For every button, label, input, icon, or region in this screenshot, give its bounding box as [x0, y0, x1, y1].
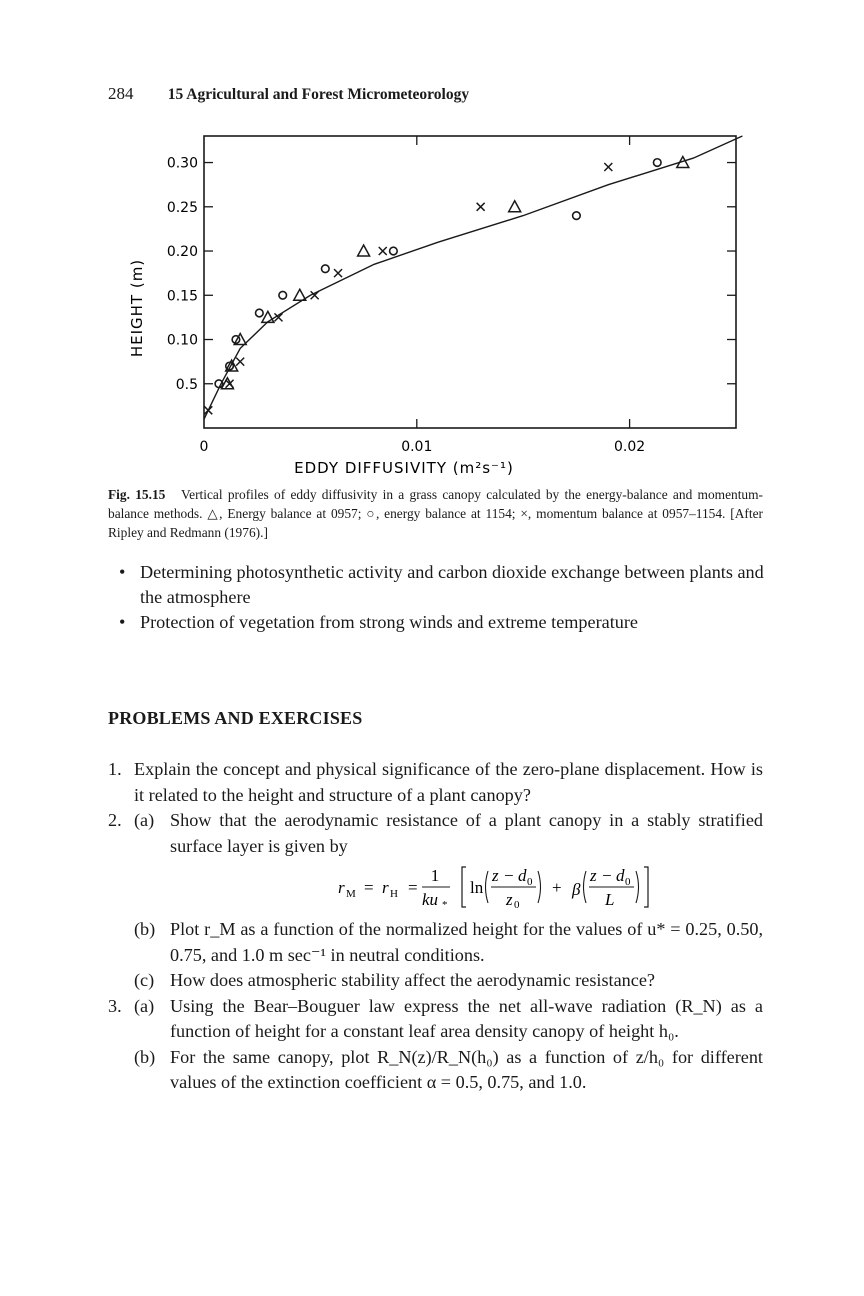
svg-text:1: 1 [430, 866, 440, 885]
svg-text:β: β [572, 880, 581, 899]
svg-text:=: = [364, 878, 374, 897]
svg-text:ku: ku [422, 890, 439, 909]
x-point [334, 269, 342, 277]
svg-text:r: r [382, 878, 389, 897]
y-tick-label: 0.10 [166, 332, 198, 349]
circle-point [653, 159, 661, 167]
problem-list [108, 757, 763, 1096]
circle-point [573, 212, 581, 220]
curve-line [204, 136, 742, 419]
problem-number: 2. [108, 810, 122, 830]
fitted-curve [204, 136, 742, 419]
svg-text:+: + [552, 878, 562, 897]
svg-text:d: d [616, 866, 625, 885]
problem-number: 1. [108, 759, 122, 779]
svg-text:L: L [605, 890, 615, 909]
resistance-equation [108, 859, 763, 917]
svg-text:=: = [408, 878, 418, 897]
svg-text:*: * [442, 899, 448, 911]
circle-point [279, 291, 287, 299]
svg-text:ln: ln [470, 878, 484, 897]
plot-frame [204, 136, 736, 428]
problem-text: Explain the concept and physical significance of the zero-plane displacement. How is it related to the height and structure of a plant canopy? [134, 759, 763, 805]
diffusivity-chart [108, 118, 768, 483]
svg-text:−: − [602, 866, 612, 885]
triangle-point [358, 245, 370, 256]
problem-3b: (b) For the same canopy, plot R_N(z)/R_N(h₀) as a function of z/h₀ for different values of the extinction coefficient α = 0.5, 0.75, and 1.0. [134, 1046, 763, 1092]
x-axis-label: EDDY DIFFUSIVITY (m²s⁻¹) [294, 459, 514, 477]
x-point [604, 163, 612, 171]
caption-label: Fig. 15.15 [108, 487, 166, 502]
problem-3 [108, 994, 763, 1045]
svg-text:r: r [338, 878, 345, 897]
y-axis-label: HEIGHT (m) [128, 258, 146, 358]
svg-text:−: − [504, 866, 514, 885]
circle-point [390, 247, 398, 255]
x-tick-label: 0.01 [401, 439, 433, 455]
circle-point [256, 309, 264, 317]
chapter-title: 15 Agricultural and Forest Micrometeorology [167, 86, 470, 103]
svg-text:0: 0 [625, 876, 631, 888]
bullet-item: • Protection of vegetation from strong winds and extreme temperature [116, 610, 766, 635]
svg-text:d: d [518, 866, 527, 885]
svg-text:H: H [390, 888, 398, 900]
svg-text:0: 0 [527, 876, 533, 888]
x-point [236, 358, 244, 366]
bullet-list [116, 560, 766, 635]
svg-text:M: M [346, 888, 356, 900]
svg-text:z: z [492, 866, 499, 885]
y-tick-label: 0.25 [166, 199, 198, 216]
section-title: PROBLEMS AND EXERCISES [108, 708, 363, 728]
problem-2a: (a) Show that the aerodynamic resistance of a plant canopy in a stably stratified surface layer is given by [134, 810, 763, 856]
data-points [204, 157, 689, 415]
x-tick-label: 0.02 [614, 439, 646, 455]
caption-text: Vertical profiles of eddy diffusivity in a grass canopy calculated by the energy-balance and momentum-balance methods. △, Energy balance at 0957; ○, energy balance at 1154; ×, momentum balance at 0957–1154. [After Ripley and Redmann (1976).] [108, 487, 763, 540]
svg-text:z: z [590, 866, 597, 885]
figure-caption [108, 485, 763, 542]
x-point [379, 247, 387, 255]
page-number: 284 [108, 84, 134, 103]
problem-2b: (b) Plot r_M as a function of the normalized height for the values of u* = 0.25, 0.50, 0.75, and 1.0 m sec⁻¹ in neutral conditions. [134, 919, 763, 965]
svg-text:z: z [506, 890, 513, 909]
chart-axes [167, 136, 736, 455]
problem-3a: (a) Using the Bear–Bouguer law express the net all-wave radiation (R_N) as a function of height for a constant leaf area density canopy of height h₀. [134, 995, 763, 1041]
x-point [204, 406, 212, 414]
problem-number: 3. [108, 995, 122, 1016]
circle-point [321, 265, 329, 273]
x-point [477, 203, 485, 211]
y-tick-label: 0.5 [175, 376, 198, 393]
problem-2c: (c) How does atmospheric stability affect the aerodynamic resistance? [134, 970, 655, 990]
triangle-point [509, 201, 521, 212]
y-tick-label: 0.30 [166, 155, 198, 172]
bullet-item: • Determining photosynthetic activity and carbon dioxide exchange between plants and the atmosphere [116, 560, 766, 610]
problem-1 [108, 757, 763, 808]
problem-2 [108, 808, 763, 859]
y-tick-label: 0.20 [166, 244, 198, 261]
y-tick-label: 0.15 [166, 288, 198, 305]
x-tick-label: 0 [199, 439, 209, 455]
svg-text:0: 0 [514, 899, 520, 911]
page-header [108, 84, 469, 104]
